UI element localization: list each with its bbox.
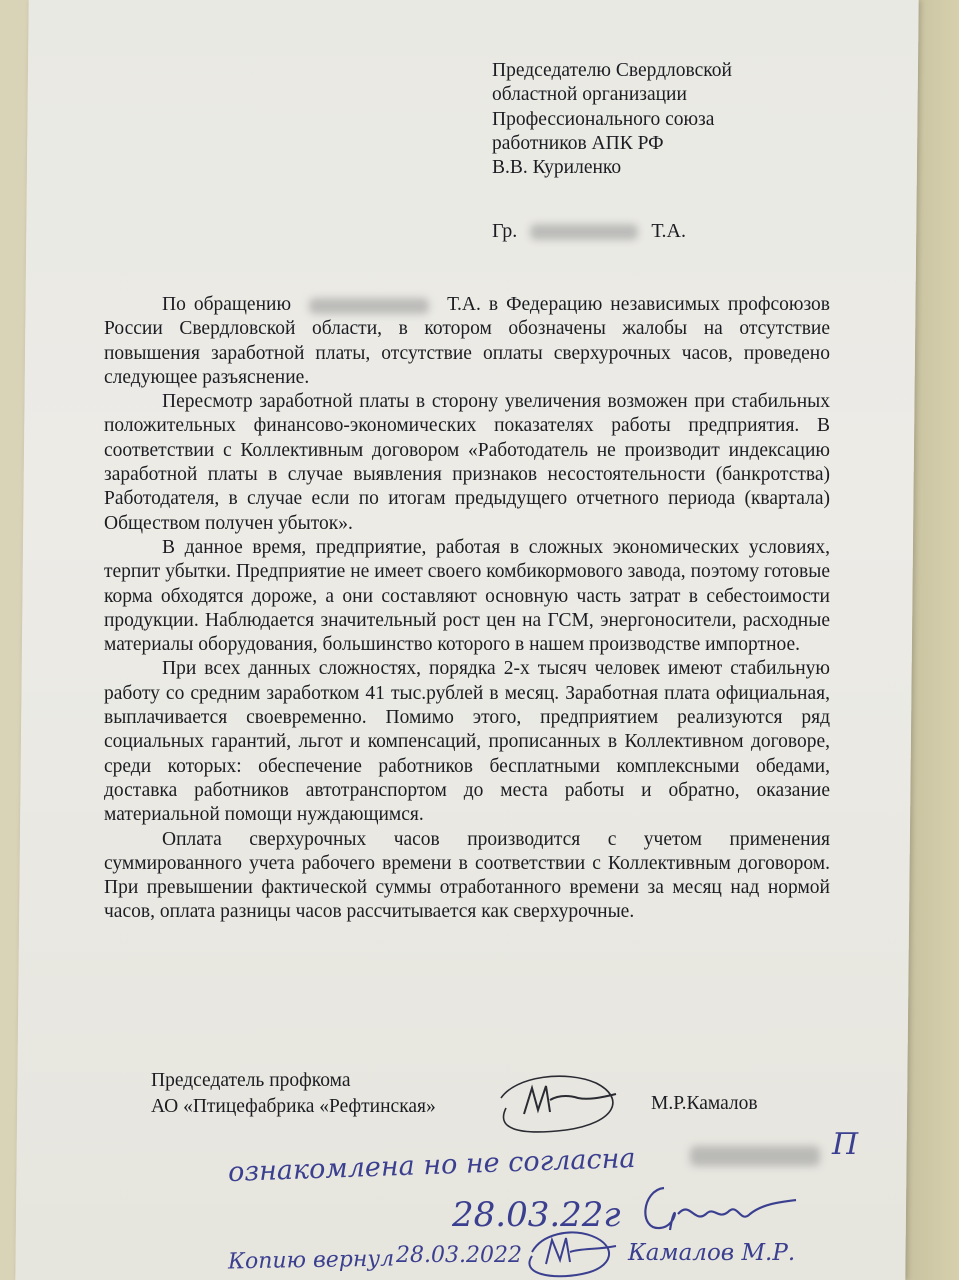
handwritten-date-2: 28.03.2022 <box>396 1243 522 1268</box>
sender-line <box>492 220 686 243</box>
signatory-title <box>151 1068 436 1120</box>
signatory-name: М.Р.Камалов <box>651 1093 758 1114</box>
handwritten-signature-1 <box>630 1180 800 1240</box>
redacted-surname <box>530 224 638 240</box>
paragraph-4: При всех данных сложностях, порядка 2-х тысяч человек имеют стабильную работу со средним заработком 41 тыс.рублей в месяц. Заработная плата официальная, выплачивается своевременно. Помимо этого, предприятием реализуются ряд социальных гарантий, льгот и компенсаций, прописанных в Коллективном договоре, среди которых: обеспечение работников бесплатными комплексными обедами, доставка работников автотранспортом до места работы и обратно, оказание материальной помощи нуждающимся. <box>104 658 830 826</box>
redacted-surname <box>309 298 429 314</box>
sender-prefix: Гр. <box>492 220 518 242</box>
handwritten-copy-label: Копию вернул <box>227 1246 395 1275</box>
paragraph-2: Пересмотр заработной платы в сторону увеличения возможен при стабильных положительных финансово-экономических показателях работы предприятия. В соответствии с Коллективным договором «Работодатель не производит индексацию заработной платы в случае выявления признаков несостоятельности (банкротства) Работодателя, в случае если по итогам предыдущего отчетного периода (квартала) Обществом получен убыток». <box>104 391 830 534</box>
addressee-line: областной организации <box>492 84 687 106</box>
addressee-line: В.В. Куриленко <box>492 157 622 179</box>
sender-initials: Т.А. <box>651 220 686 242</box>
addressee-line: Профессионального союза <box>492 108 715 130</box>
addressee-line: Председателю Свердловской <box>492 60 732 81</box>
letter-body <box>104 293 830 925</box>
redacted-handwriting <box>690 1146 820 1166</box>
signatory-title-line2: АО «Птицефабрика «Рефтинская» <box>151 1096 436 1117</box>
handwritten-signature-2 <box>512 1226 622 1280</box>
handwritten-mark: П <box>832 1127 859 1162</box>
paragraph-1: По обращению Т.А. в Федерацию независимых профсоюзов России Свердловской области, в котором обозначены жалобы на отсутствие повышения заработной платы, отсутствие оплаты сверхурочных часов, проведено следующее разъяснение. <box>104 294 831 388</box>
handwritten-name-2: Камалов М.Р. <box>628 1240 796 1266</box>
addressee-line: работников АПК РФ <box>492 132 664 154</box>
handwritten-acknowledgement: ознакомлена но не согласна <box>227 1142 636 1189</box>
signatory-title-line1: Председатель профкома <box>151 1070 351 1091</box>
signature-mark <box>476 1068 636 1138</box>
paragraph-3: В данное время, предприятие, работая в сложных экономических условиях, терпит убытки. Предприятие не имеет своего комбикормового завода, поэтому готовые корма обходятся дороже, а они составляют основную часть затрат в себестоимости продукции. Наблюдается значительный рост цен на ГСМ, энергоносители, расходные материалы оборудования, большинство которого в нашем производстве импортное. <box>104 536 830 656</box>
handwritten-date-1: 28.03.22г <box>452 1195 621 1235</box>
paragraph-5: Оплата сверхурочных часов производится с учетом применения суммированного учета рабочего времени в соответствии с Коллективным договором. При превышении фактической суммы отработанного времени за месяц над нормой часов, оплата разницы часов рассчитывается как сверхурочные. <box>104 828 830 923</box>
addressee-block <box>492 59 852 180</box>
